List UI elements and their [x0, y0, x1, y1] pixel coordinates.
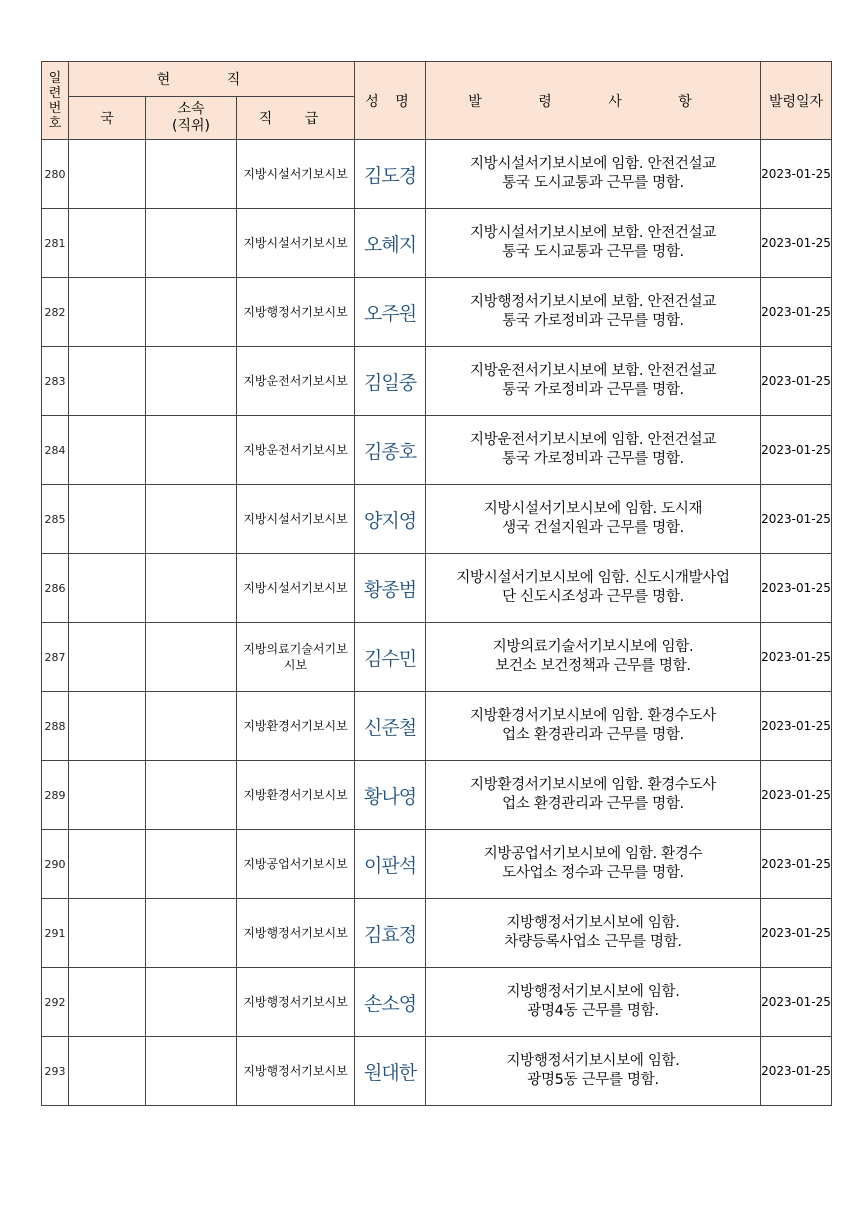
- affiliation-cell: [146, 623, 237, 692]
- seq-cell: 286: [42, 554, 69, 623]
- seq-cell: 284: [42, 416, 69, 485]
- grade-cell: 지방시설서기보시보: [237, 485, 355, 554]
- date-cell: 2023-01-25: [761, 278, 832, 347]
- seq-cell: 291: [42, 899, 69, 968]
- name-cell: 양지영: [355, 485, 426, 554]
- table-row: [42, 140, 832, 209]
- bureau-cell: [69, 278, 146, 347]
- grade-cell: 지방행정서기보시보: [237, 968, 355, 1037]
- bureau-cell: [69, 761, 146, 830]
- bureau-cell: [69, 1037, 146, 1106]
- appointment-detail-cell: 지방행정서기보시보에 임함. 차량등록사업소 근무를 명함.: [426, 899, 761, 968]
- table-row: [42, 209, 832, 278]
- table-row: [42, 347, 832, 416]
- table-row: [42, 1037, 832, 1106]
- bureau-cell: [69, 485, 146, 554]
- grade-cell: 지방행정서기보시보: [237, 278, 355, 347]
- appointment-detail-cell: 지방시설서기보시보에 임함. 안전건설교 통국 도시교통과 근무를 명함.: [426, 140, 761, 209]
- bureau-cell: [69, 692, 146, 761]
- bureau-cell: [69, 347, 146, 416]
- affiliation-cell: [146, 1037, 237, 1106]
- grade-cell: 지방공업서기보시보: [237, 830, 355, 899]
- name-cell: 김일중: [355, 347, 426, 416]
- table-row: [42, 899, 832, 968]
- table-row: [42, 416, 832, 485]
- appointment-header: 발 령 사 항: [426, 62, 761, 140]
- table-row: [42, 968, 832, 1037]
- date-cell: 2023-01-25: [761, 209, 832, 278]
- date-cell: 2023-01-25: [761, 899, 832, 968]
- grade-cell: 지방환경서기보시보: [237, 761, 355, 830]
- name-cell: 김종호: [355, 416, 426, 485]
- bureau-header: 국: [69, 97, 146, 140]
- appointment-detail-cell: 지방공업서기보시보에 임함. 환경수 도사업소 정수과 근무를 명함.: [426, 830, 761, 899]
- appointment-detail-cell: 지방운전서기보시보에 보함. 안전건설교 통국 가로정비과 근무를 명함.: [426, 347, 761, 416]
- appointment-detail-cell: 지방환경서기보시보에 임함. 환경수도사 업소 환경관리과 근무를 명함.: [426, 761, 761, 830]
- affiliation-cell: [146, 140, 237, 209]
- appointment-detail-cell: 지방행정서기보시보에 임함. 광명4동 근무를 명함.: [426, 968, 761, 1037]
- name-cell: 손소영: [355, 968, 426, 1037]
- seq-cell: 293: [42, 1037, 69, 1106]
- affiliation-cell: [146, 968, 237, 1037]
- bureau-cell: [69, 140, 146, 209]
- affiliation-cell: [146, 485, 237, 554]
- date-cell: 2023-01-25: [761, 623, 832, 692]
- grade-cell: 지방시설서기보시보: [237, 554, 355, 623]
- name-cell: 원대한: [355, 1037, 426, 1106]
- appointment-detail-cell: 지방의료기술서기보시보에 임함. 보건소 보건정책과 근무를 명함.: [426, 623, 761, 692]
- seq-header-char: 번: [48, 100, 62, 116]
- date-cell: 2023-01-25: [761, 761, 832, 830]
- grade-header: 직 급: [237, 97, 355, 140]
- date-header: 발령일자: [761, 62, 832, 140]
- seq-header-char: 일: [48, 70, 62, 86]
- grade-cell: 지방행정서기보시보: [237, 899, 355, 968]
- seq-cell: 282: [42, 278, 69, 347]
- seq-header-char: 호: [48, 115, 62, 131]
- name-cell: 김도경: [355, 140, 426, 209]
- affiliation-cell: [146, 830, 237, 899]
- bureau-cell: [69, 899, 146, 968]
- appointment-detail-cell: 지방행정서기보시보에 임함. 광명5동 근무를 명함.: [426, 1037, 761, 1106]
- affiliation-header: 소속 (직위): [146, 97, 237, 140]
- bureau-cell: [69, 623, 146, 692]
- name-cell: 황나영: [355, 761, 426, 830]
- affiliation-cell: [146, 416, 237, 485]
- seq-cell: 289: [42, 761, 69, 830]
- table-body: [42, 140, 832, 1106]
- appointment-table: [41, 61, 832, 1106]
- affiliation-cell: [146, 347, 237, 416]
- date-cell: 2023-01-25: [761, 140, 832, 209]
- grade-cell: 지방운전서기보시보: [237, 347, 355, 416]
- seq-cell: 283: [42, 347, 69, 416]
- table-row: [42, 554, 832, 623]
- current-position-header: 현 직: [69, 62, 355, 97]
- seq-header: [42, 62, 69, 140]
- appointment-detail-cell: 지방운전서기보시보에 임함. 안전건설교 통국 가로정비과 근무를 명함.: [426, 416, 761, 485]
- date-cell: 2023-01-25: [761, 485, 832, 554]
- affiliation-cell: [146, 692, 237, 761]
- affiliation-cell: [146, 554, 237, 623]
- grade-cell: 지방시설서기보시보: [237, 209, 355, 278]
- date-cell: 2023-01-25: [761, 692, 832, 761]
- grade-cell: 지방운전서기보시보: [237, 416, 355, 485]
- bureau-cell: [69, 416, 146, 485]
- appointment-detail-cell: 지방시설서기보시보에 임함. 도시재 생국 건설지원과 근무를 명함.: [426, 485, 761, 554]
- date-cell: 2023-01-25: [761, 554, 832, 623]
- bureau-cell: [69, 968, 146, 1037]
- seq-cell: 281: [42, 209, 69, 278]
- affiliation-cell: [146, 761, 237, 830]
- name-cell: 오혜지: [355, 209, 426, 278]
- bureau-cell: [69, 209, 146, 278]
- date-cell: 2023-01-25: [761, 347, 832, 416]
- table-row: [42, 692, 832, 761]
- affiliation-cell: [146, 209, 237, 278]
- bureau-cell: [69, 554, 146, 623]
- date-cell: 2023-01-25: [761, 416, 832, 485]
- bureau-cell: [69, 830, 146, 899]
- date-cell: 2023-01-25: [761, 968, 832, 1037]
- name-cell: 오주원: [355, 278, 426, 347]
- appointment-detail-cell: 지방시설서기보시보에 임함. 신도시개발사업 단 신도시조성과 근무를 명함.: [426, 554, 761, 623]
- grade-cell: 지방의료기술서기보 시보: [237, 623, 355, 692]
- grade-cell: 지방행정서기보시보: [237, 1037, 355, 1106]
- affiliation-cell: [146, 278, 237, 347]
- table-row: [42, 485, 832, 554]
- table-row: [42, 830, 832, 899]
- seq-cell: 287: [42, 623, 69, 692]
- seq-header-char: 련: [48, 85, 62, 101]
- seq-cell: 290: [42, 830, 69, 899]
- table-row: [42, 623, 832, 692]
- name-cell: 이판석: [355, 830, 426, 899]
- appointment-detail-cell: 지방시설서기보시보에 보함. 안전건설교 통국 도시교통과 근무를 명함.: [426, 209, 761, 278]
- name-cell: 김수민: [355, 623, 426, 692]
- grade-cell: 지방시설서기보시보: [237, 140, 355, 209]
- name-cell: 신준철: [355, 692, 426, 761]
- seq-cell: 280: [42, 140, 69, 209]
- appointment-detail-cell: 지방행정서기보시보에 보함. 안전건설교 통국 가로정비과 근무를 명함.: [426, 278, 761, 347]
- name-cell: 황종범: [355, 554, 426, 623]
- affiliation-cell: [146, 899, 237, 968]
- date-cell: 2023-01-25: [761, 1037, 832, 1106]
- grade-cell: 지방환경서기보시보: [237, 692, 355, 761]
- seq-cell: 292: [42, 968, 69, 1037]
- appointment-detail-cell: 지방환경서기보시보에 임함. 환경수도사 업소 환경관리과 근무를 명함.: [426, 692, 761, 761]
- name-cell: 김효정: [355, 899, 426, 968]
- name-header: 성 명: [355, 62, 426, 140]
- seq-cell: 285: [42, 485, 69, 554]
- seq-cell: 288: [42, 692, 69, 761]
- table-row: [42, 761, 832, 830]
- table-row: [42, 278, 832, 347]
- date-cell: 2023-01-25: [761, 830, 832, 899]
- table-header: [42, 62, 832, 140]
